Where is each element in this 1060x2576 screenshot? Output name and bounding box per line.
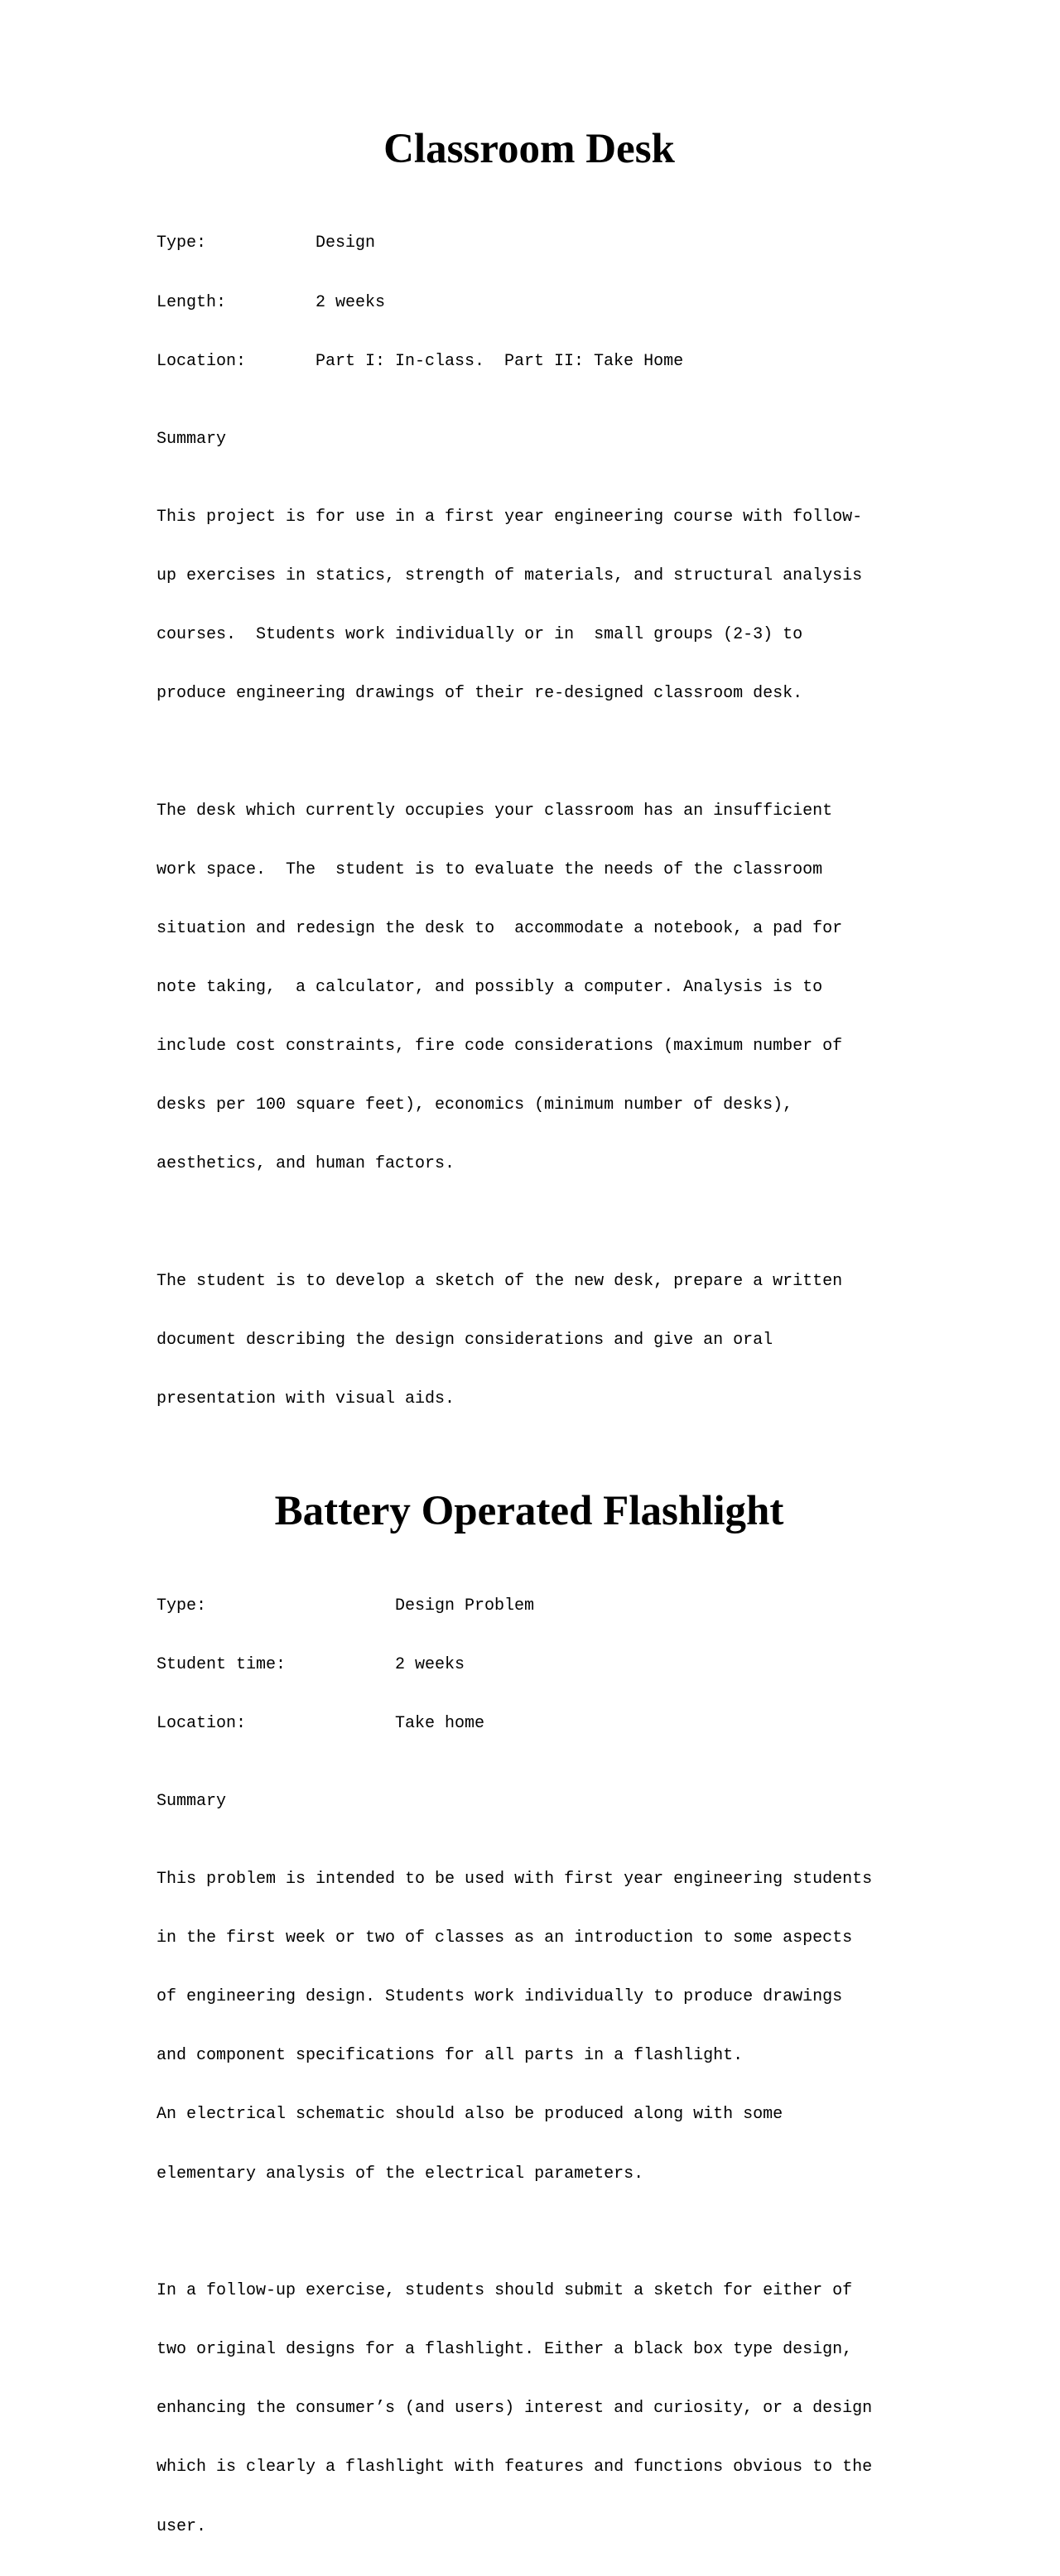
meta-label: Location: <box>157 351 247 371</box>
paragraph-line: elementary analysis of the electrical parameters. <box>157 2164 644 2184</box>
paragraph-line: produce engineering drawings of their re-designed classroom desk. <box>157 684 803 704</box>
meta-row <box>157 1714 918 1734</box>
section-classroom-desk <box>157 124 918 1448</box>
paragraph-line: which is clearly a flashlight with features and functions obvious to the <box>157 2458 873 2477</box>
meta-row <box>157 1655 918 1675</box>
meta-value: 2 weeks <box>395 1654 465 1674</box>
paragraph-line: user. <box>157 2516 207 2536</box>
paragraph-line: The desk which currently occupies your classroom has an insufficient <box>157 801 833 821</box>
paragraph-line: The student is to develop a sketch of the new desk, prepare a written <box>157 1271 843 1291</box>
summary-heading: Summary <box>157 1791 227 1811</box>
meta-label: Location: <box>157 1713 247 1733</box>
paragraph-line: document describing the design considerations and give an oral <box>157 1330 773 1350</box>
paragraph-line: up exercises in statics, strength of materials, and structural analysis <box>157 566 863 585</box>
paragraph-line: This problem is intended to be used with first year engineering students <box>157 1870 873 1890</box>
section-title: Classroom Desk <box>383 126 675 172</box>
paragraph-line: presentation with visual aids. <box>157 1389 455 1409</box>
paragraph-line: An electrical schematic should also be produced along with some <box>157 2105 783 2125</box>
paragraph-line: and component specifications for all parts in a flashlight. <box>157 2046 744 2066</box>
document-content <box>157 124 918 2576</box>
section-battery-operated-flashlight <box>157 1486 918 2575</box>
paragraph-line: desks per 100 square feet), economics (minimum number of desks), <box>157 1095 793 1115</box>
paragraph-line: work space. The student is to evaluate the needs of the classroom <box>157 859 823 879</box>
meta-label: Type: <box>157 234 207 253</box>
meta-value: 2 weeks <box>316 292 386 312</box>
paragraph <box>157 1232 918 1448</box>
meta-label: Type: <box>157 1596 207 1615</box>
meta-value: Part I: In-class. Part II: Take Home <box>316 351 684 371</box>
paragraph-line: situation and redesign the desk to accommodate a notebook, a pad for <box>157 918 843 938</box>
meta-label: Student time: <box>157 1654 287 1674</box>
summary-heading: Summary <box>157 429 227 449</box>
paragraph <box>157 2242 918 2576</box>
meta-row <box>157 234 918 253</box>
paragraph-line: courses. Students work individually or in small groups (2-3) to <box>157 625 803 645</box>
paragraph-line: In a follow-up exercise, students should submit a sketch for either of <box>157 2281 853 2301</box>
paragraph-line: two original designs for a flashlight. Either a black box type design, <box>157 2340 853 2360</box>
paragraph-line: note taking, a calculator, and possibly a computer. Analysis is to <box>157 978 823 998</box>
meta-row <box>157 293 918 313</box>
paragraph-line: in the first week or two of classes as an introduction to some aspects <box>157 1928 853 1948</box>
paragraph <box>157 1831 918 2223</box>
meta-block <box>157 1557 918 1773</box>
paragraph <box>157 762 918 1213</box>
meta-row <box>157 352 918 372</box>
meta-label: Length: <box>157 292 227 312</box>
paragraph <box>157 468 918 743</box>
meta-value: Design <box>316 234 376 253</box>
meta-row <box>157 1596 918 1616</box>
meta-block <box>157 195 918 411</box>
paragraph-line: of engineering design. Students work individually to produce drawings <box>157 1987 843 2007</box>
paragraph-line: This project is for use in a first year engineering course with follow- <box>157 507 863 527</box>
paragraph-line: include cost constraints, fire code considerations (maximum number of <box>157 1037 843 1057</box>
section-title: Battery Operated Flashlight <box>274 1488 784 1535</box>
paragraph-line: enhancing the consumer’s (and users) interest and curiosity, or a design <box>157 2399 873 2419</box>
meta-value: Take home <box>395 1713 485 1733</box>
paragraph-line: aesthetics, and human factors. <box>157 1154 455 1174</box>
meta-value: Design Problem <box>395 1596 535 1615</box>
